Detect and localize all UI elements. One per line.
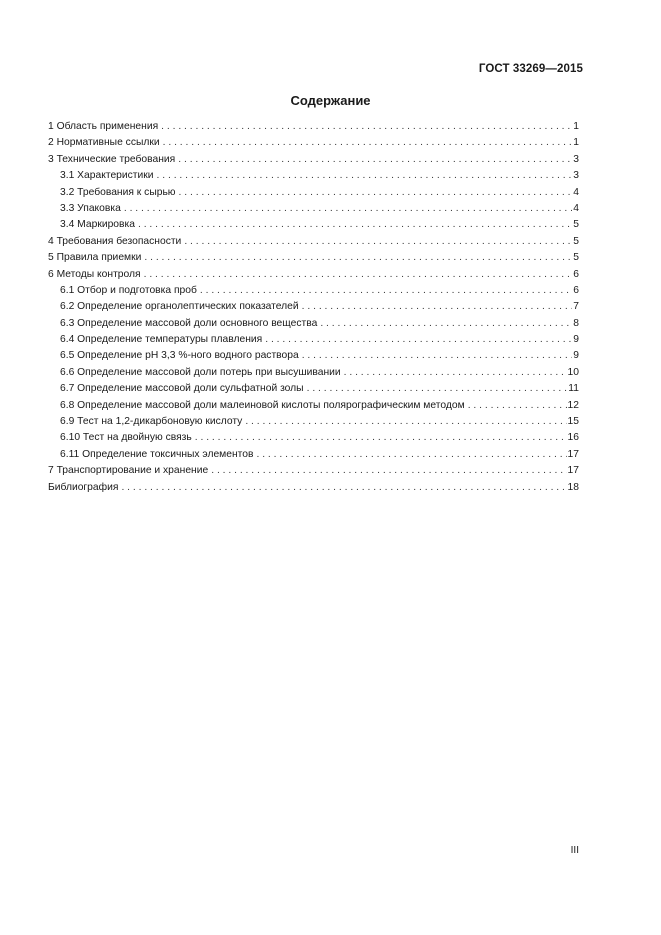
toc-entry-label: 1 Область применения xyxy=(48,121,159,132)
toc-entry[interactable] xyxy=(48,348,579,364)
toc-entry-page: 8 xyxy=(573,317,579,329)
toc-entry[interactable] xyxy=(48,267,579,283)
toc-entry-page: 3 xyxy=(573,170,579,182)
toc-entry[interactable] xyxy=(48,283,579,299)
toc-dot-leader xyxy=(124,201,572,217)
toc-entry[interactable] xyxy=(48,217,579,233)
toc-entry-label: Библиография xyxy=(48,481,119,493)
toc-entry[interactable] xyxy=(48,414,579,430)
toc-entry-label: 3 Технические требования xyxy=(48,153,176,165)
toc-entry-page: 5 xyxy=(573,252,579,264)
toc-entry-label: 3.2 Требования к сырью xyxy=(60,186,176,198)
toc-entry-label: 2 Нормативные ссылки xyxy=(48,137,160,149)
toc-entry-page: 9 xyxy=(573,350,579,362)
toc-entry-page: 6 xyxy=(573,284,579,296)
toc-entry-page: 4 xyxy=(573,202,579,214)
toc-dot-leader xyxy=(195,430,567,446)
toc-entry-label: 3.1 Характеристики xyxy=(60,170,154,182)
toc-entry-label: 6.3 Определение массовой доли основного вещества xyxy=(60,317,318,329)
toc-entry-page: 5 xyxy=(573,235,579,247)
toc-entry[interactable] xyxy=(48,250,579,266)
toc-dot-leader xyxy=(157,168,573,184)
toc-entry-label: 6.4 Определение температуры плавления xyxy=(60,334,263,346)
toc-entry-label: 6.6 Определение массовой доли потерь при высушивании xyxy=(60,366,341,378)
toc-dot-leader xyxy=(178,152,572,168)
toc-entry-page: 17 xyxy=(567,465,579,477)
toc-entry-page: 1 xyxy=(573,137,579,149)
toc-entry-label: 3.4 Маркировка xyxy=(60,219,135,231)
toc-entry-label: 6.11 Определение токсичных элементов xyxy=(60,448,254,460)
toc-entry[interactable] xyxy=(48,299,579,315)
toc-entry-label: 6.1 Отбор и подготовка проб xyxy=(60,284,197,296)
toc-dot-leader xyxy=(163,135,573,151)
toc-entry-page: 4 xyxy=(573,186,579,198)
toc-dot-leader xyxy=(200,283,572,299)
toc-entry[interactable] xyxy=(48,381,579,397)
toc-entry-page: 6 xyxy=(573,268,579,280)
toc-dot-leader xyxy=(307,381,568,397)
toc-dot-leader xyxy=(121,480,566,496)
toc-entry[interactable] xyxy=(48,152,579,168)
toc-dot-leader xyxy=(302,348,573,364)
toc-dot-leader xyxy=(344,365,567,381)
toc-dot-leader xyxy=(256,447,566,463)
toc-entry[interactable] xyxy=(48,135,579,151)
toc-dot-leader xyxy=(161,119,572,135)
document-code: ГОСТ 33269—2015 xyxy=(478,63,583,75)
toc-entry[interactable] xyxy=(48,201,579,217)
toc-entry-page: 11 xyxy=(568,383,579,395)
toc-entry-label: 6.8 Определение массовой доли малеиновой кислоты полярографическим методом xyxy=(60,399,465,411)
toc-entry[interactable] xyxy=(48,316,579,332)
toc-dot-leader xyxy=(144,267,573,283)
toc-entry-label: 3.3 Упаковка xyxy=(60,202,121,214)
toc-entry[interactable] xyxy=(48,168,579,184)
toc-dot-leader xyxy=(302,299,573,315)
toc-entry-page: 18 xyxy=(567,481,579,493)
toc-entry-label: 6 Методы контроля xyxy=(48,268,141,280)
toc-title: Содержание xyxy=(290,93,371,108)
toc-dot-leader xyxy=(179,185,573,201)
toc-entry[interactable] xyxy=(48,463,579,479)
toc-entry-page: 7 xyxy=(573,301,579,313)
toc-dot-leader xyxy=(245,414,566,430)
toc-entry-page: 10 xyxy=(567,366,579,378)
toc-entry[interactable] xyxy=(48,480,579,496)
page-number: III xyxy=(570,845,579,856)
toc-dot-leader xyxy=(468,398,567,414)
toc-entry[interactable] xyxy=(48,365,579,381)
toc-entry-label: 6.10 Тест на двойную связь xyxy=(60,432,192,444)
toc-entry-label: 5 Правила приемки xyxy=(48,252,142,264)
toc-entry[interactable] xyxy=(48,119,579,135)
toc-dot-leader xyxy=(138,217,572,233)
toc-entry-page: 5 xyxy=(573,219,579,231)
toc-entry[interactable] xyxy=(48,332,579,348)
toc-dot-leader xyxy=(184,234,572,250)
toc-dot-leader xyxy=(320,316,572,332)
toc-dot-leader xyxy=(265,332,572,348)
toc-entry-label: 4 Требования безопасности xyxy=(48,235,182,247)
toc-entry-page: 16 xyxy=(567,432,579,444)
toc-entry-page: 17 xyxy=(567,448,579,460)
toc-dot-leader xyxy=(144,250,572,266)
toc-entry[interactable] xyxy=(48,430,579,446)
toc-dot-leader xyxy=(211,463,566,479)
toc-entry[interactable] xyxy=(48,185,579,201)
table-of-contents xyxy=(48,119,579,496)
toc-entry-label: 6.5 Определение pH 3,3 %-ного водного раствора xyxy=(60,350,299,362)
toc-entry-label: 6.7 Определение массовой доли сульфатной золы xyxy=(60,383,304,395)
toc-entry-label: 7 Транспортирование и хранение xyxy=(48,465,209,477)
toc-entry-label: 6.2 Определение органолептических показателей xyxy=(60,301,299,313)
toc-entry-page: 9 xyxy=(573,334,579,346)
toc-entry-page: 1 xyxy=(573,121,579,132)
toc-entry[interactable] xyxy=(48,447,579,463)
toc-entry-page: 3 xyxy=(573,153,579,165)
toc-entry[interactable] xyxy=(48,234,579,250)
toc-entry-page: 12 xyxy=(567,399,579,411)
toc-entry-label: 6.9 Тест на 1,2-дикарбоновую кислоту xyxy=(60,416,243,428)
toc-entry-page: 15 xyxy=(567,416,579,428)
toc-entry[interactable] xyxy=(48,398,579,414)
